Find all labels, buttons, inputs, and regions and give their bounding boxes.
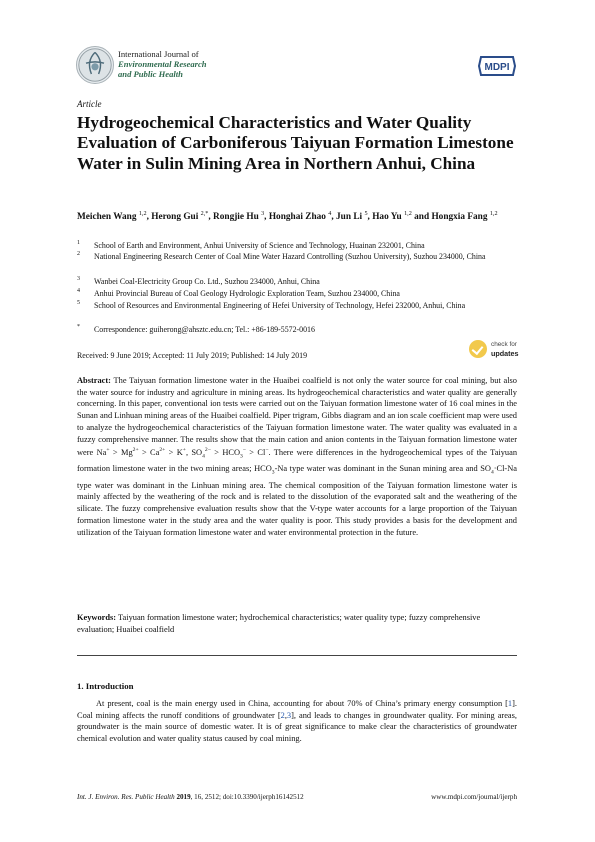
affiliation-text: National Engineering Research Center of Coal Mine Water Hazard Controlling (Suzhou University), Suzhou 234000, China (94, 252, 486, 261)
author-name: Honghai Zhao (268, 212, 326, 223)
author-affil-mark: 1,2 (404, 210, 412, 217)
journal-name (118, 49, 207, 80)
abstract-text: > Ca (138, 448, 160, 458)
abstract-sup: − (265, 447, 269, 454)
journal-logo-icon (77, 47, 113, 83)
abstract-sup: 2+ (132, 447, 139, 454)
author-affil-mark: 1,2 (489, 210, 498, 217)
affiliation-text: School of Earth and Environment, Anhui University of Science and Technology, Huainan 232001, China (94, 241, 425, 250)
affiliation-number: * (77, 324, 80, 330)
abstract-sup: + (182, 447, 186, 454)
abstract (77, 375, 517, 538)
author-name: Jun Li (336, 212, 363, 223)
affiliation-text: School of Resources and Environmental Engineering of Hefei University of Technology, Hefei 232000, Anhui, China (94, 301, 466, 310)
abstract-text: -Na type water was dominant in the Sunan mining area and SO (274, 464, 491, 474)
author-name: Herong Gui (151, 212, 199, 223)
abstract-text: ·Cl-Na type water was dominant in the Linhuan mining area. The chemical composition of the Taiyuan formation limestone water is mainly affected by the weathering of the rock and is related to the dissolution of the evaporated salt and the weathering of the silicate. The fuzzy comprehensive evaluation results show that the V-type water accounts for a large proportion of the Taiyuan formation limestone water in the study area and the water quality is poor. This study provides a basis for the development and utilization of the Taiyuan formation limestone water and water environmental protection in the future. (77, 464, 517, 537)
author-affil-mark: 4 (328, 210, 332, 217)
footer-year: 2019 (176, 793, 191, 801)
paragraph-text: At present, coal is the main energy used in China, accounting for about 70% of China’s primary energy consumption [ (96, 699, 508, 708)
author-name: Meichen Wang (77, 212, 137, 223)
abstract-label: Abstract: (77, 376, 111, 385)
author-name: Hao Yu (372, 212, 402, 223)
checkmark-icon (469, 340, 487, 358)
abstract-text: , SO (185, 448, 203, 458)
affiliation-number: 1 (77, 240, 80, 246)
author-list: Meichen Wang $^{1,2}$, Herong Gui $^{2,*}$, Rongjie Hu $^3$, Honghai Zhao $^4$, Jun Li $^5$, Hao Yu $^{1,2}$ and Hongxia Fang $^{1,2}$ (77, 210, 498, 223)
citation-link[interactable]: 2 (280, 710, 285, 720)
citation-separator: , (284, 710, 287, 720)
citation-link[interactable]: 1 (507, 699, 513, 708)
affiliation-number: 4 (77, 288, 80, 294)
footer-doi: , 16, 2512; doi:10.3390/ijerph16142512 (190, 793, 304, 801)
footer-journal: Int. J. Environ. Res. Public Health (77, 793, 175, 801)
abstract-sub: 3 (271, 470, 275, 477)
abstract-text: > Cl (245, 448, 266, 458)
affiliation-number: 2 (77, 251, 80, 257)
intro-paragraph (77, 698, 517, 745)
abstract-sup: 2− (204, 447, 211, 454)
abstract-sup: 2+ (159, 447, 166, 454)
affiliation-text: Wanbei Coal-Electricity Group Co. Ltd., Suzhou 234000, Anhui, China (94, 277, 320, 286)
publication-dates: Received: 9 June 2019; Accepted: 11 July 2019; Published: 14 July 2019 (77, 351, 308, 360)
article-type: Article (77, 99, 102, 109)
footer-citation (77, 793, 304, 801)
section-divider (77, 655, 517, 656)
author-name: Hongxia Fang (431, 212, 488, 223)
keywords-text: Taiyuan formation limestone water; hydrochemical characteristics; water quality type; fuzzy comprehensive evaluation; Huaibei coalfield (77, 613, 481, 634)
abstract-sub: 4 (490, 470, 494, 477)
section-heading: 1. Introduction (77, 681, 134, 691)
paragraph-text: ]. Coal mining affects the runoff conditions of groundwater [ (77, 699, 517, 720)
affiliation-text: Anhui Provincial Bureau of Coal Geology Hydrologic Exploration Team, Suzhou 234000, China (94, 289, 400, 298)
journal-name-line1: International Journal of (118, 49, 199, 59)
author-affil-mark: 1,2 (138, 210, 147, 217)
keywords-label: Keywords: (77, 613, 117, 622)
abstract-sup: + (106, 447, 110, 454)
journal-name-line3: and Public Health (118, 69, 183, 80)
abstract-sub: 3 (240, 453, 243, 460)
abstract-text: > K (165, 448, 183, 458)
correspondence-text: Correspondence: guiherong@ahsztc.edu.cn; Tel.: +86-189-5572-0016 (94, 325, 315, 334)
abstract-sub: 4 (202, 453, 205, 460)
author-affil-mark: 2,* (200, 210, 209, 217)
abstract-sup: − (242, 447, 246, 454)
abstract-text: > HCO (210, 448, 240, 458)
paragraph-text: ], and leads to changes in groundwater quality. For mining areas, groundwater is the main source of domestic water. It is of great significance to make clear the characteristics of groundwater chemical evolution and water quality status caused by coal mining. (77, 710, 517, 744)
affiliation-number: 5 (77, 300, 80, 306)
paper-title: Hydrogeochemical Characteristics and Water Quality Evaluation of Carboniferous Taiyuan Formation Limestone Water in Sulin Mining Area in Northern Anhui, China (77, 113, 514, 173)
keywords (77, 612, 517, 635)
check-updates-line1: check for (491, 341, 517, 348)
citation-link[interactable]: 3 (286, 710, 292, 720)
publisher-name: MDPI (484, 62, 510, 73)
author-name: Rongjie Hu (213, 212, 259, 223)
mdpi-logo (477, 55, 517, 77)
check-for-updates-button[interactable] (469, 338, 521, 362)
author-affil-mark: 3 (261, 210, 265, 217)
journal-logo (76, 46, 114, 84)
abstract-text: . There were differences in the hydrogeochemical types of the Taiyuan formation limestone water in the two mining areas; HCO (77, 448, 518, 474)
affiliation-number: 3 (77, 276, 80, 282)
journal-name-line2: Environmental Research (118, 59, 207, 70)
abstract-text: The Taiyuan formation limestone water in the Huaibei coalfield is not only the water source for coal mining, but also the water source for industry and agriculture in mining areas. Its hydrogeochemical characteristics and water quality are generally concerning. In this paper, conventional ion tests were carried out on the Taiyuan formation limestone water of 16 coal mines in the Sunan and Linhuan mining areas of the Huaibei coalfield. Piper trigram, Gibbs diagram and an ion scale coefficient map were used to analyze the hydrogeochemical characteristics of the Taiyuan formation limestone water. The water quality was evaluated in a fuzzy comprehensive manner. The results show that the main cation and anion contents in the Taiyuan formation limestone water were Na (77, 376, 517, 458)
abstract-text: > Mg (109, 448, 133, 458)
author-affil-mark: 5 (364, 210, 368, 217)
check-updates-line2: updates (491, 349, 519, 358)
footer-url-link[interactable]: www.mdpi.com/journal/ijerph (431, 793, 517, 801)
